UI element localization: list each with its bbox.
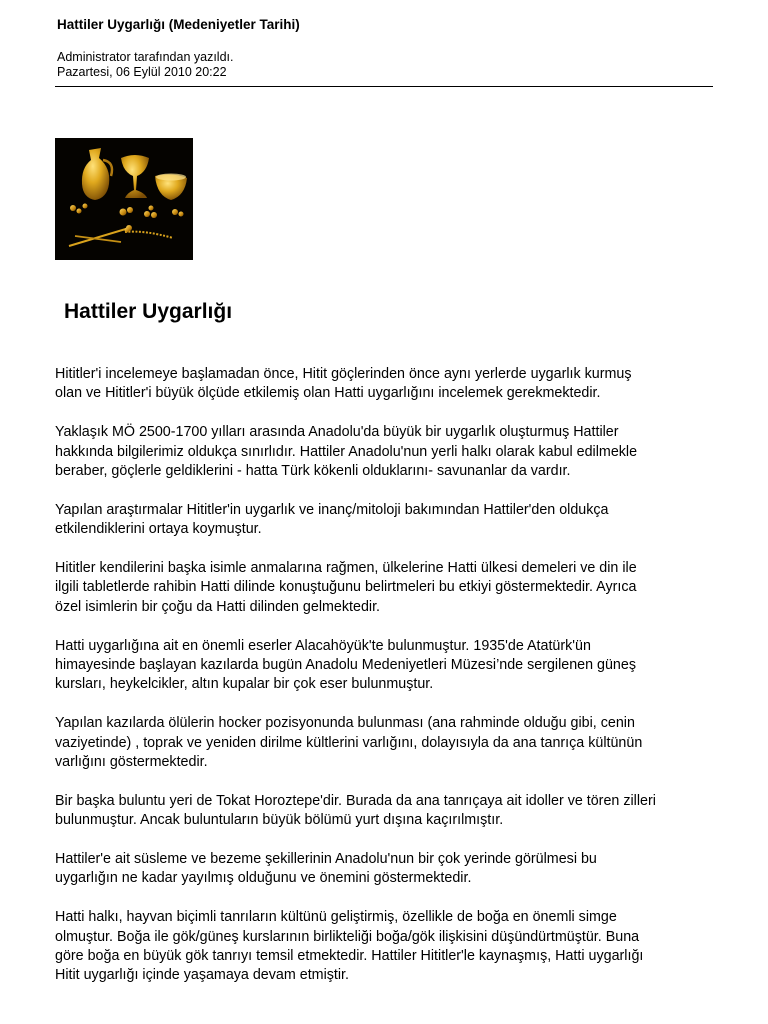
paragraph-line: himayesinde başlayan kazılarda bugün Anadolu Medeniyetleri Müzesi’nde sergilenen güneş — [55, 657, 636, 674]
paragraph — [55, 850, 725, 889]
paragraph-line: Hatti uygarlığına ait en önemli eserler Alacahöyük'te bulunmuştur. 1935'de Atatürk'ün — [55, 637, 591, 654]
paragraph-line: beraber, göçlerle geldiklerini - hatta Türk kökenli olduklarını- savunanlar da vardır. — [55, 463, 571, 480]
paragraph — [55, 714, 725, 772]
paragraph — [55, 637, 725, 695]
paragraph-line: Hattiler'e ait süsleme ve bezeme şekillerinin Anadolu'nun bir çok yerinde görülmesi bu — [55, 851, 597, 868]
paragraph-line: Hitit uygarlığı içinde yaşamaya devam etmiştir. — [55, 967, 349, 984]
paragraph-line: etkilendiklerini ortaya koymuştur. — [55, 521, 262, 538]
paragraph-line: kursları, heykelcikler, altın kupalar bir çok eser bulunmuştur. — [55, 676, 434, 693]
paragraph — [55, 365, 725, 404]
paragraph — [55, 501, 725, 540]
paragraph — [55, 908, 725, 986]
article-heading: Hattiler Uygarlığı — [64, 300, 233, 323]
header-divider — [55, 86, 713, 87]
author-line: Administrator tarafından yazıldı. — [57, 50, 234, 64]
paragraph — [55, 792, 725, 831]
document-meta — [57, 50, 233, 80]
paragraph-line: ilgili tabletlerde rahibin Hatti dilinde konuştuğunu belirtmeleri bu etkiyi göstermektedir. Ayrıca — [55, 579, 637, 596]
paragraph — [55, 423, 725, 481]
paragraph-line: varlığını göstermektedir. — [55, 754, 208, 771]
gold-artifacts-image — [55, 138, 193, 260]
paragraph-line: Yapılan kazılarda ölülerin hocker pozisyonunda bulunması (ana rahminde olduğu gibi, cenin — [55, 715, 635, 732]
gold-artifacts-photo — [55, 138, 193, 260]
paragraph-line: Hatti halkı, hayvan biçimli tanrıların kültünü geliştirmiş, özellikle de boğa en önemli simge — [55, 909, 617, 926]
paragraph-line: Yaklaşık MÖ 2500-1700 yılları arasında Anadolu'da büyük bir uygarlık oluşturmuş Hattiler — [55, 424, 619, 441]
paragraph-line: göre boğa en büyük gök tanrıyı temsil etmektedir. Hattiler Hititler'le kaynaşmış, Hatti uygarlığı — [55, 948, 644, 965]
paragraph-line: Hititler'i incelemeye başlamadan önce, Hitit göçlerinden önce aynı yerlerde uygarlık kurmuş — [55, 366, 632, 382]
paragraph — [55, 559, 725, 617]
paragraph-line: Hititler kendilerini başka isimle anmalarına rağmen, ülkelerine Hatti ülkesi demeleri ve din ile — [55, 560, 637, 577]
paragraph-line: bulunmuştur. Ancak buluntuların büyük bölümü yurt dışına kaçırılmıştır. — [55, 812, 504, 829]
paragraph-line: Bir başka buluntu yeri de Tokat Horoztepe'dir. Burada da ana tanrıçaya ait idoller ve tören zilleri — [55, 792, 656, 809]
date-line: Pazartesi, 06 Eylül 2010 20:22 — [57, 65, 227, 79]
article-body — [55, 365, 725, 1005]
paragraph-line: olan ve Hititler'i büyük ölçüde etkilemiş olan Hatti uygarlığını incelemek gerekmektedir. — [55, 385, 601, 402]
document-title: Hattiler Uygarlığı (Medeniyetler Tarihi) — [57, 17, 300, 32]
paragraph-line: Yapılan araştırmalar Hititler'in uygarlık ve inanç/mitoloji bakımından Hattiler'den oldukça — [55, 501, 609, 518]
paragraph-line: özel isimlerin bir çoğu da Hatti dilinden gelmektedir. — [55, 598, 381, 615]
paragraph-line: uygarlığın ne kadar yayılmış olduğunu ve önemini göstermektedir. — [55, 870, 472, 887]
paragraph-line: hakkında bilgilerimiz oldukça sınırlıdır. Hattiler Anadolu'nun yerli halkı olarak kabul edilmekle — [55, 443, 638, 460]
paragraph-line: vaziyetinde) , toprak ve yeniden dirilme kültlerini varlığını, dolayısıyla da ana tanrıça kültünün — [55, 734, 643, 751]
paragraph-line: olmuştur. Boğa ile gök/güneş kurslarının birlikteliği boğa/gök ilişkisini düşündürtmüştür. Buna — [55, 928, 640, 945]
